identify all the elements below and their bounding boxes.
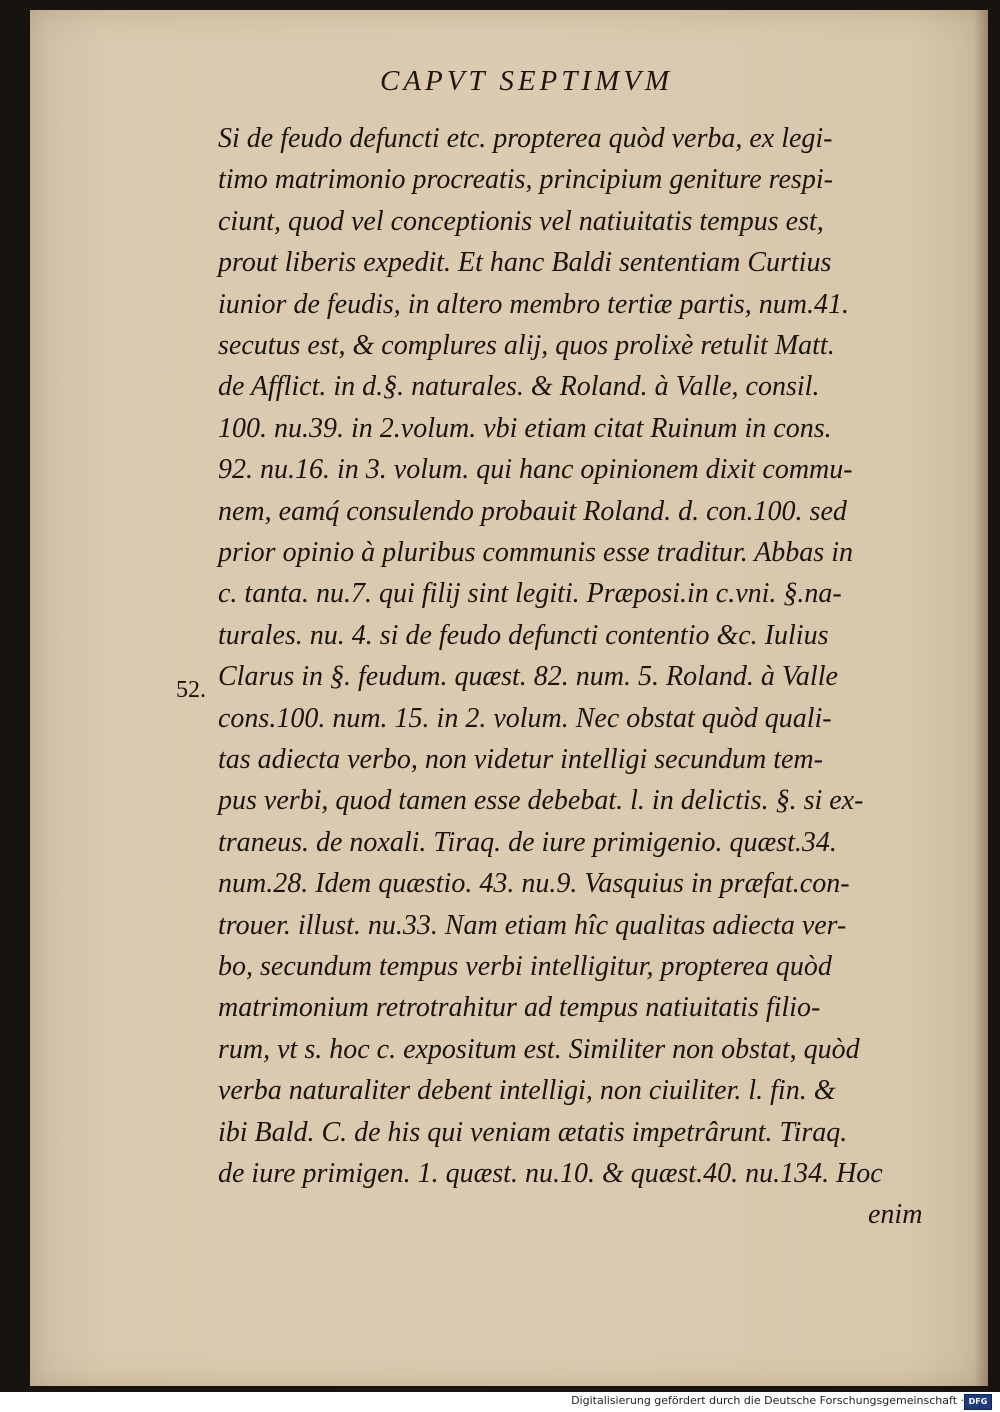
text-line: num.28. Idem quæstio. 43. nu.9. Vasquius in præfat.con- — [218, 868, 850, 899]
text-line: tas adiecta verbo, non videtur intelligi secundum tem- — [218, 744, 823, 775]
text-line: nem, eamq́ consulendo probauit Roland. d. con.100. sed — [218, 496, 847, 527]
text-line: traneus. de noxali. Tiraq. de iure primigenio. quæst.34. — [218, 827, 837, 858]
text-line: Si de feudo defuncti etc. propterea quòd verba, ex legi- — [218, 123, 833, 154]
text-line: iunior de feudis, in altero membro tertiæ partis, num.41. — [218, 289, 850, 320]
text-line: ibi Bald. C. de his qui veniam ætatis impetrârunt. Tiraq. — [218, 1117, 848, 1148]
text-line: matrimonium retrotrahitur ad tempus natiuitatis filio- — [218, 992, 821, 1023]
footer-credit: Digitalisierung gefördert durch die Deutsche Forschungsgemeinschaft · — [571, 1394, 964, 1407]
text-line: Clarus in §. feudum. quæst. 82. num. 5. Roland. à Valle — [218, 661, 838, 692]
text-line: turales. nu. 4. si de feudo defuncti contentio &c. Iulius — [218, 620, 829, 651]
text-line: ciunt, quod vel conceptionis vel natiuitatis tempus est, — [218, 206, 824, 237]
margin-number: 52. — [176, 677, 206, 703]
text-line: de iure primigen. 1. quæst. nu.10. & quæst.40. nu.134. Hoc — [218, 1158, 883, 1189]
text-line: trouer. illust. nu.33. Nam etiam hîc qualitas adiecta ver- — [218, 910, 847, 941]
text-line: verba naturaliter debent intelligi, non ciuiliter. l. fin. & — [218, 1075, 836, 1106]
text-line: rum, vt s. hoc c. expositum est. Similiter non obstat, quòd — [218, 1034, 860, 1065]
text-line: c. tanta. nu.7. qui filij sint legiti. Præposi.in c.vni. §.na- — [218, 578, 842, 609]
catchword: enim — [868, 1199, 923, 1230]
text-line: prior opinio à pluribus communis esse traditur. Abbas in — [218, 537, 853, 568]
dfg-logo: DFG — [964, 1394, 992, 1410]
text-line: de Afflict. in d.§. naturales. & Roland. à Valle, consil. — [218, 371, 820, 402]
text-line: secutus est, & complures alij, quos prolixè retulit Matt. — [218, 330, 835, 361]
running-head: CAPVT SEPTIMVM — [380, 65, 674, 97]
text-line: prout liberis expedit. Et hanc Baldi sententiam Curtius — [218, 247, 832, 278]
text-line: 92. nu.16. in 3. volum. qui hanc opinionem dixit commu- — [218, 454, 853, 485]
text-line: timo matrimonio procreatis, principium geniture respi- — [218, 164, 833, 195]
text-line: bo, secundum tempus verbi intelligitur, propterea quòd — [218, 951, 832, 982]
text-line: pus verbi, quod tamen esse debebat. l. in delictis. §. si ex- — [218, 785, 864, 816]
text-line: 100. nu.39. in 2.volum. vbi etiam citat Ruinum in cons. — [218, 413, 832, 444]
text-line: cons.100. num. 15. in 2. volum. Nec obstat quòd quali- — [218, 703, 832, 734]
